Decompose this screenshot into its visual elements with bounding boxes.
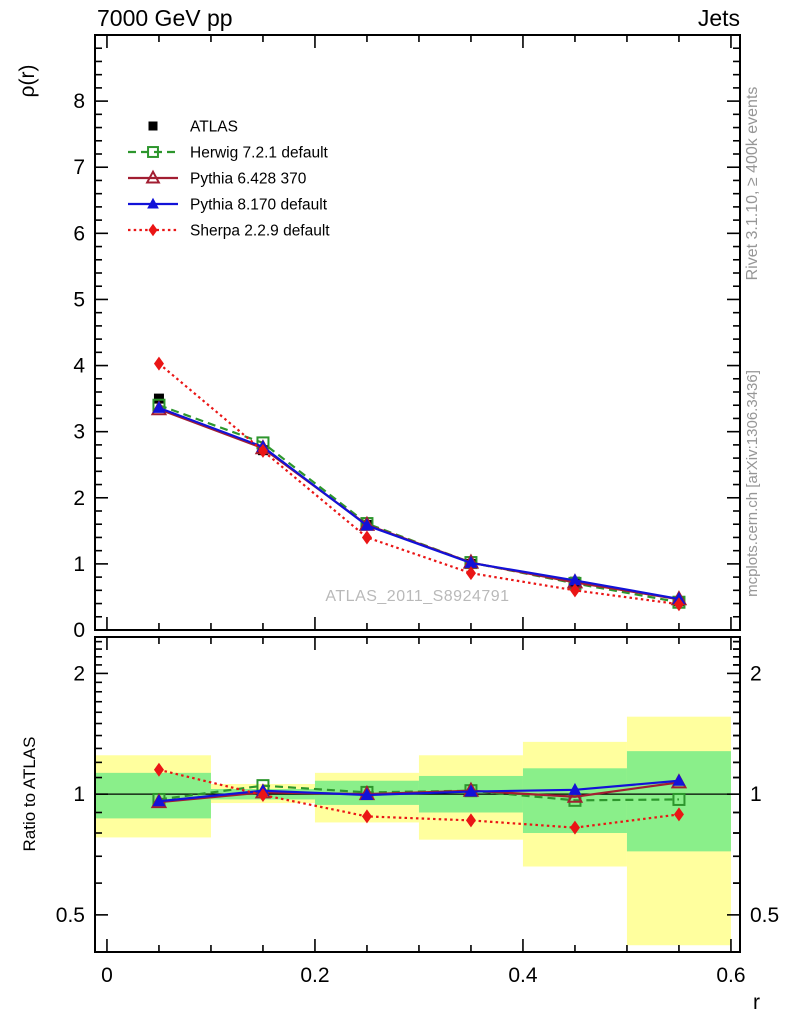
- legend-label-atlas: ATLAS: [190, 118, 238, 136]
- series-herwig-7-2-1-default-top: [153, 400, 684, 608]
- beam-title: 7000 GeV pp: [97, 5, 233, 31]
- top-ytick-label: 5: [73, 288, 85, 312]
- top-ytick-label: 3: [73, 420, 85, 444]
- ratio-y-axis-title: Ratio to ATLAS: [20, 736, 39, 852]
- ratio-ytick-label-left: 2: [73, 662, 85, 686]
- ratio-ytick-label-left: 1: [73, 783, 85, 807]
- top-y-axis-title: ρ(r): [16, 64, 39, 98]
- legend-label-sherpa-2-2-9-default: Sherpa 2.2.9 default: [190, 222, 330, 240]
- top-ytick-label: 8: [73, 90, 85, 114]
- x-axis-title: r: [753, 991, 760, 1014]
- series-pythia-8-170-default-top: [152, 401, 685, 604]
- rivet-version-note: Rivet 3.1.10, ≥ 400k events: [744, 86, 761, 281]
- top-ytick-label: 2: [73, 486, 85, 510]
- xtick-label: 0.6: [716, 964, 746, 987]
- ratio-ytick-label-right: 2: [750, 662, 762, 686]
- legend-label-pythia-8-170-default: Pythia 8.170 default: [190, 196, 328, 214]
- ratio-ytick-label-right: 0.5: [750, 903, 780, 927]
- top-ytick-label: 1: [73, 552, 85, 576]
- band-green-bin6: [627, 751, 731, 851]
- xtick-label: 0.4: [508, 964, 538, 987]
- top-ytick-label: 7: [73, 156, 85, 180]
- top-ytick-label: 6: [73, 222, 85, 246]
- ratio-ytick-label-right: 1: [750, 783, 762, 807]
- legend-label-pythia-6-428-370: Pythia 6.428 370: [190, 170, 307, 188]
- mcplots-arxiv-note: mcplots.cern.ch [arXiv:1306.3436]: [744, 370, 761, 597]
- top-ytick-label: 0: [73, 619, 85, 642]
- series-sherpa-2-2-9-default-top: [154, 357, 684, 612]
- xtick-label: 0.2: [300, 964, 330, 987]
- analysis-group-title: Jets: [697, 5, 740, 31]
- ratio-uncertainty-bands: [95, 717, 731, 946]
- legend-label-herwig-7-2-1-default: Herwig 7.2.1 default: [190, 144, 328, 162]
- top-ytick-label: 4: [73, 354, 85, 378]
- ratio-ytick-label-left: 0.5: [55, 903, 85, 927]
- legend: [128, 119, 330, 240]
- xtick-label: 0: [101, 964, 113, 987]
- analysis-id-watermark: ATLAS_2011_S8924791: [325, 588, 510, 605]
- series-atlas-top: [154, 394, 684, 607]
